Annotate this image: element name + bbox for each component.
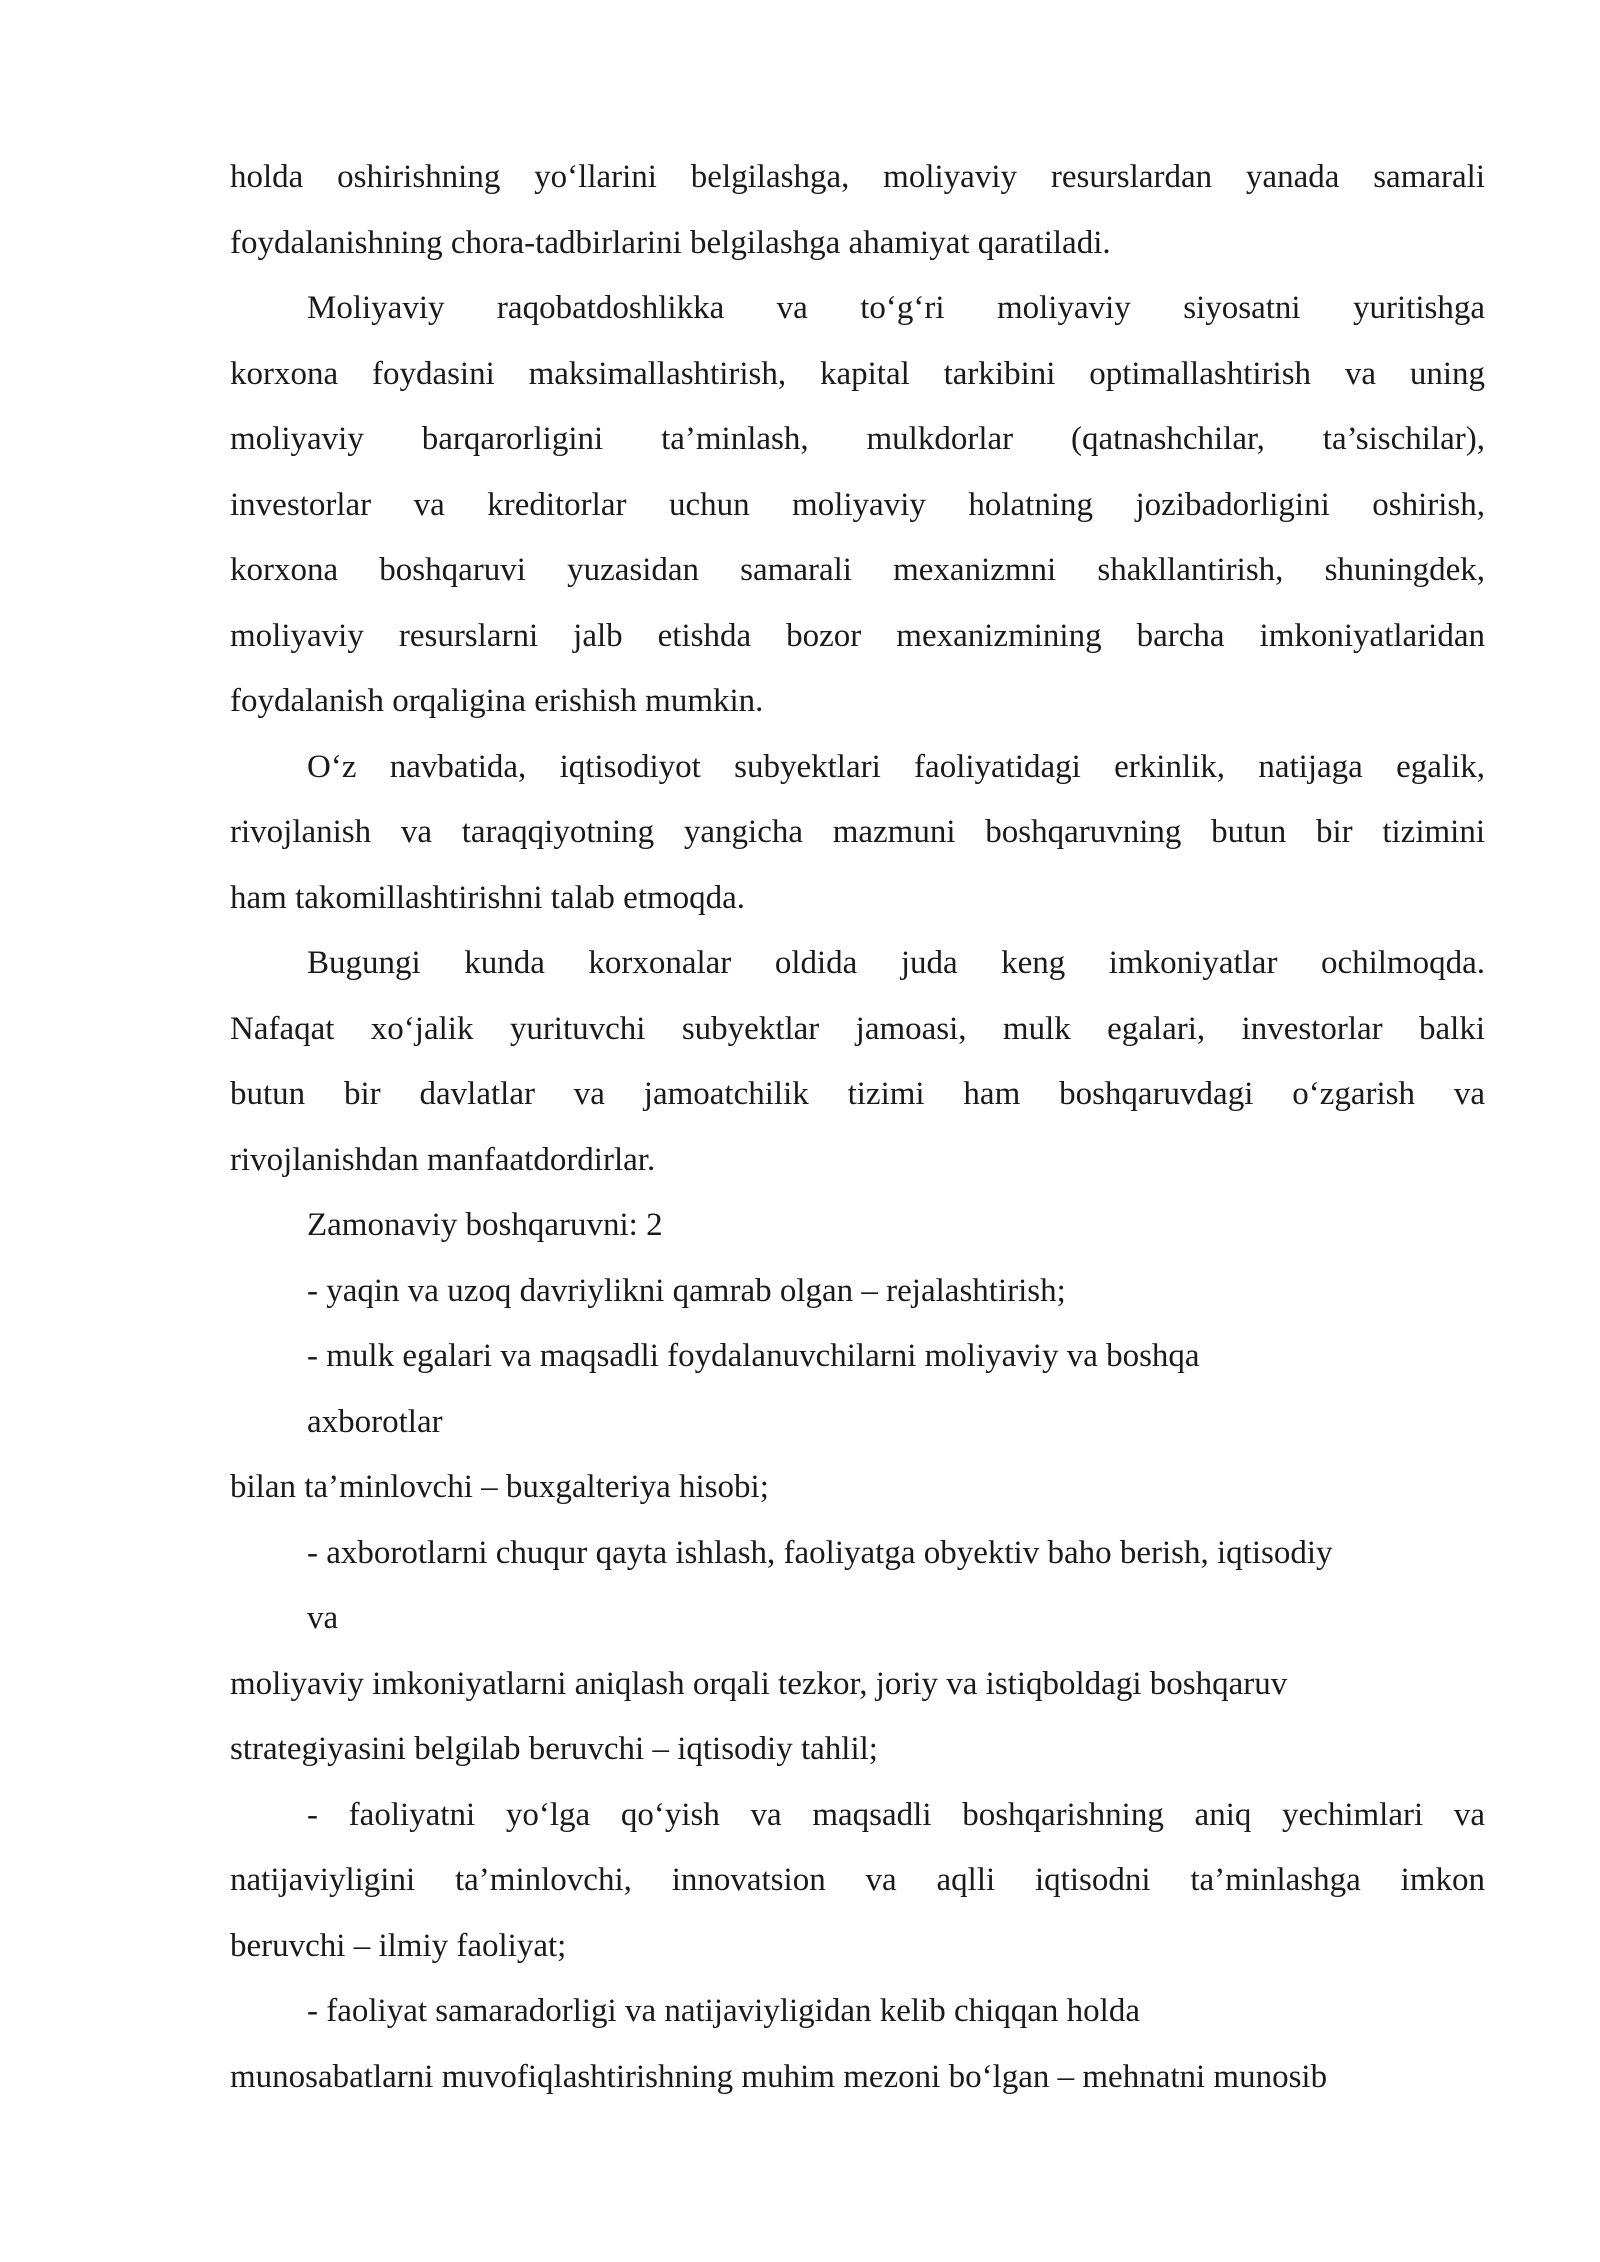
text-line: O‘z navbatida, iqtisodiyot subyektlari faoliyatidagi erkinlik, natijaga egalik, (307, 748, 1485, 785)
text-line: strategiyasini belgilab beruvchi – iqtisodiy tahlil; (230, 1731, 878, 1767)
text-line: korxona boshqaruvi yuzasidan samarali mexanizmni shakllantirish, shuningdek, (230, 552, 1485, 588)
text-line: Nafaqat xo‘jalik yurituvchi subyektlar jamoasi, mulk egalari, investorlar balki (230, 1010, 1485, 1047)
text-line: korxona foydasini maksimallashtirish, kapital tarkibini optimallashtirish va uning (230, 355, 1485, 392)
text-line: investorlar va kreditorlar uchun moliyaviy holatning jozibadorligini oshirish, (230, 486, 1485, 523)
text-line: munosabatlarni muvofiqlashtirishning muhim mezoni bo‘lgan – mehnatni munosib (230, 2058, 1328, 2095)
text-line: Moliyaviy raqobatdoshlikka va to‘g‘ri moliyaviy siyosatni yuritishga (307, 290, 1485, 326)
text-line: rivojlanishdan manfaatdordirlar. (230, 1141, 656, 1178)
text-line: - yaqin va uzoq davriylikni qamrab olgan – rejalashtirish; (307, 1272, 1066, 1309)
text-line: Bugungi kunda korxonalar oldida juda keng imkoniyatlar ochilmoqda. (307, 945, 1485, 981)
text-line: - axborotlarni chuqur qayta ishlash, faoliyatga obyektiv baho berish, iqtisodiy (307, 1534, 1333, 1571)
text-line: bilan ta’minlovchi – buxgalteriya hisobi; (230, 1469, 769, 1505)
text-line: moliyaviy barqarorligini ta’minlash, mulkdorlar (qatnashchilar, ta’sischilar), (230, 421, 1485, 457)
text-line: holda oshirishning yo‘llarini belgilashga, moliyaviy resurslardan yanada samarali (230, 159, 1485, 195)
text-line: - mulk egalari va maqsadli foydalanuvchilarni moliyaviy va boshqa (307, 1338, 1200, 1374)
text-line: moliyaviy resurslarni jalb etishda bozor mexanizmining barcha imkoniyatlaridan (230, 617, 1485, 654)
text-line: moliyaviy imkoniyatlarni aniqlash orqali tezkor, joriy va istiqboldagi boshqaruv (230, 1665, 1288, 1702)
text-line: va (307, 1600, 339, 1636)
text-line: foydalanish orqaligina erishish mumkin. (230, 683, 764, 719)
text-line: ham takomillashtirishni talab etmoqda. (230, 879, 746, 916)
text-line: foydalanishning chora-tadbirlarini belgilashga ahamiyat qaratiladi. (230, 224, 1111, 261)
document-page (230, 145, 1485, 2110)
text-line: rivojlanish va taraqqiyotning yangicha mazmuni boshqaruvning butun bir tizimini (230, 814, 1485, 850)
text-line: natijaviyligini ta’minlovchi, innovatsion va aqlli iqtisodni ta’minlashga imkon (230, 1862, 1485, 1898)
text-line: axborotlar (307, 1403, 443, 1440)
text-line: - faoliyat samaradorligi va natijaviyligidan kelib chiqqan holda (307, 1993, 1140, 2029)
text-line: - faoliyatni yo‘lga qo‘yish va maqsadli boshqarishning aniq yechimlari va (307, 1796, 1485, 1833)
text-line: butun bir davlatlar va jamoatchilik tizimi ham boshqaruvdagi o‘zgarish va (230, 1076, 1485, 1112)
text-line: beruvchi – ilmiy faoliyat; (230, 1927, 567, 1964)
text-line: Zamonaviy boshqaruvni: 2 (307, 1207, 663, 1243)
